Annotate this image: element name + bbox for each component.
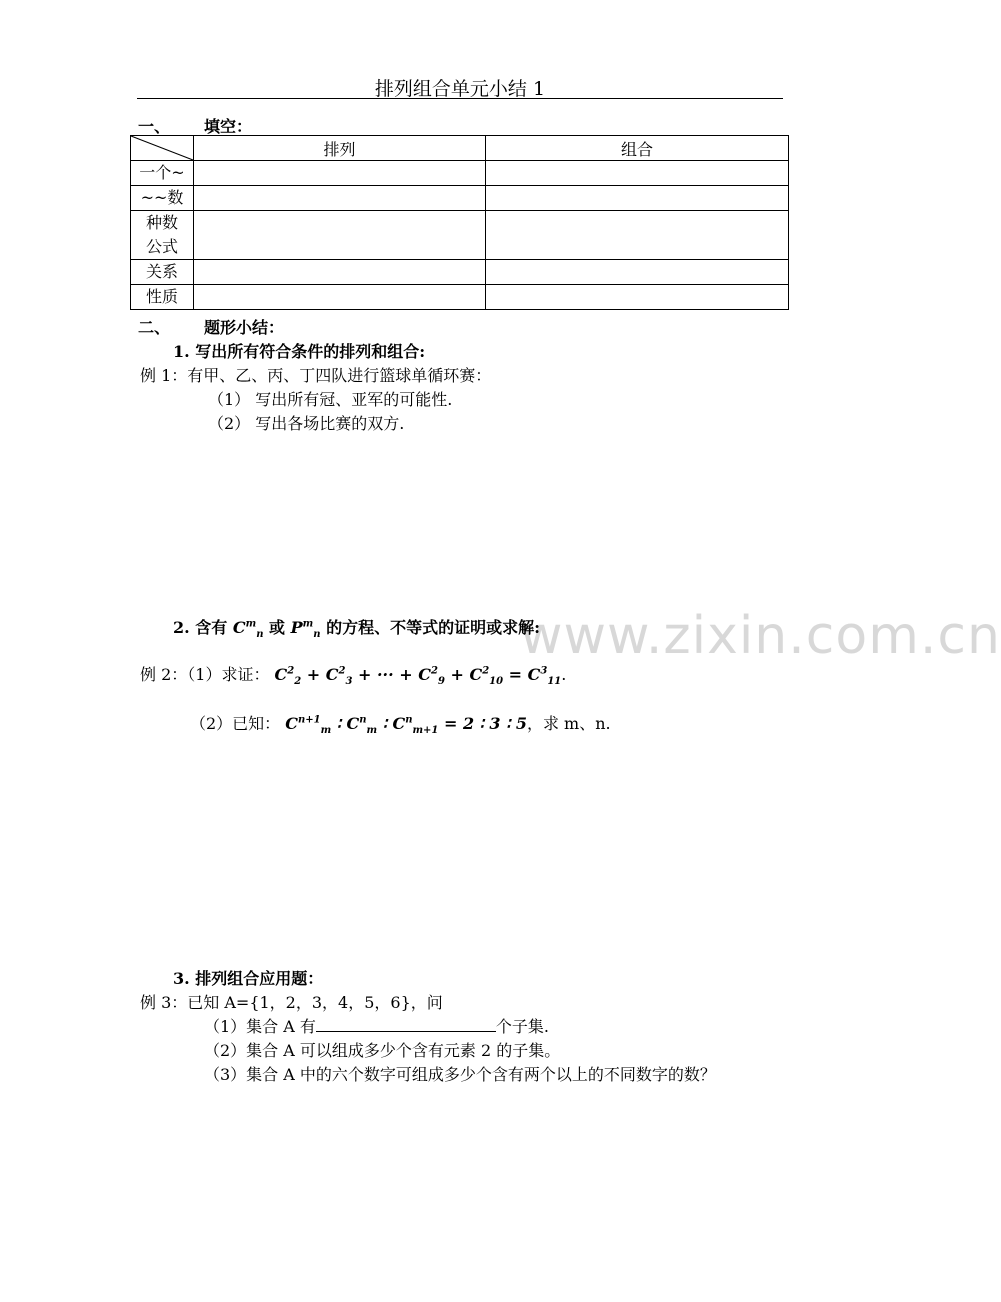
table-corner-cell bbox=[131, 136, 194, 161]
item2-prefix: 2. 含有 bbox=[173, 618, 228, 637]
table-row bbox=[131, 260, 789, 285]
example3-question1-post: 个子集. bbox=[495, 1017, 550, 1036]
title-rule bbox=[137, 98, 783, 99]
identity-formula: $C^2_2 + C^2_3$ + ··· + $C^2_9 + C^2_{10} = C^3_{11}$ bbox=[274, 665, 562, 688]
ratio-formula: $C^{n+1}_m$ ∶ $C^n_m$ ∶ $C^n_{m+1} = 2$ ∶ 3 ∶ 5 bbox=[285, 714, 527, 737]
table-row bbox=[131, 211, 789, 260]
table-header-pailie: 排列 bbox=[194, 136, 486, 161]
table-cell[interactable] bbox=[486, 260, 789, 285]
table-cell[interactable] bbox=[194, 260, 486, 285]
watermark: www.zixin.com.cn bbox=[520, 606, 1001, 666]
table-cell[interactable] bbox=[486, 211, 789, 260]
page-title: 排列组合单元小结 1 bbox=[374, 78, 546, 100]
section2-heading: 题形小结： bbox=[204, 318, 285, 337]
row-label: 一个~ bbox=[131, 161, 194, 186]
example3-question2: （2）集合 A 可以组成多少个含有元素 2 的子集。 bbox=[204, 1041, 561, 1060]
example2-question2-tail: ，求 m、n. bbox=[526, 714, 611, 733]
table-cell[interactable] bbox=[194, 186, 486, 211]
example3-question3: （3）集合 A 中的六个数字可组成多少个含有两个以上的不同数字的数？ bbox=[204, 1065, 716, 1084]
item2-mid: 或 bbox=[269, 618, 286, 637]
row-label: 关系 bbox=[131, 260, 194, 285]
table-header-zuhe: 组合 bbox=[486, 136, 789, 161]
fill-in-table bbox=[130, 135, 789, 310]
answer-blank[interactable] bbox=[316, 1017, 496, 1032]
example2-line1: 例 2：（1）求证： $C^2_2 + C^2_3$ + ··· + $C^2_9 + C^2_{10} = C^3_{11}$. bbox=[140, 665, 567, 688]
row-label: ~~数 bbox=[131, 186, 194, 211]
example1-question2: （2） 写出各场比赛的双方. bbox=[208, 414, 405, 433]
table-row bbox=[131, 285, 789, 310]
example1-question1: （1） 写出所有冠、亚军的可能性. bbox=[208, 390, 453, 409]
diagonal-line bbox=[131, 136, 193, 160]
example2-line2 bbox=[190, 711, 611, 736]
example2-intro: 例 2：（1）求证： bbox=[140, 665, 270, 684]
example3-question1 bbox=[204, 1014, 549, 1037]
table-cell[interactable] bbox=[194, 211, 486, 260]
section1-number: 一、 bbox=[138, 117, 171, 136]
table-cell[interactable] bbox=[194, 161, 486, 186]
row-label: 性质 bbox=[131, 285, 194, 310]
example3-question1-pre: （1）集合 A 有 bbox=[204, 1017, 316, 1036]
table-row bbox=[131, 186, 789, 211]
combination-symbol: $C^m_n$ bbox=[232, 618, 264, 641]
example1-intro: 例 1：有甲、乙、丙、丁四队进行篮球单循环赛： bbox=[140, 366, 492, 385]
row-label bbox=[131, 211, 194, 260]
section1-heading: 填空： bbox=[204, 117, 253, 136]
row-label-line: 种数 bbox=[145, 213, 178, 232]
item3-heading: 3. 排列组合应用题： bbox=[173, 969, 324, 988]
item2-heading bbox=[173, 615, 540, 640]
table-cell[interactable] bbox=[486, 285, 789, 310]
section2-number: 二、 bbox=[138, 318, 171, 337]
permutation-symbol: $P^m_n$ bbox=[290, 618, 321, 641]
table-cell[interactable] bbox=[486, 186, 789, 211]
table-row bbox=[131, 161, 789, 186]
table-cell[interactable] bbox=[486, 161, 789, 186]
item2-suffix: 的方程、不等式的证明或求解: bbox=[326, 618, 541, 637]
example3-intro: 例 3：已知 A={1，2，3，4，5，6}，问 bbox=[140, 993, 443, 1012]
item1-heading: 1. 写出所有符合条件的排列和组合: bbox=[173, 342, 426, 361]
table-cell[interactable] bbox=[194, 285, 486, 310]
row-label-line: 公式 bbox=[145, 237, 178, 256]
example2-question2: （2）已知： bbox=[190, 714, 281, 733]
